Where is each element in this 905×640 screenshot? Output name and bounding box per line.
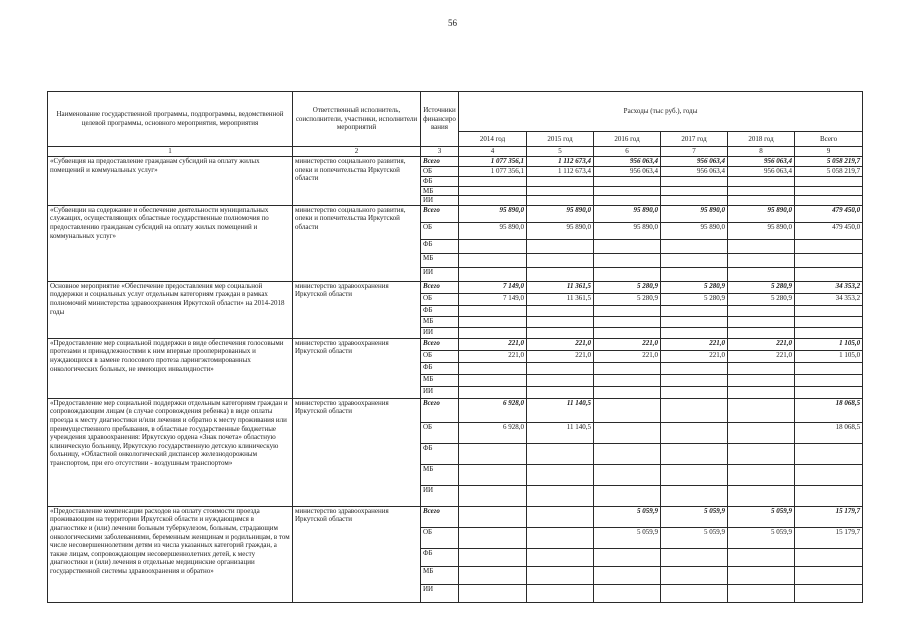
empty-cell bbox=[459, 485, 527, 506]
empty-cell bbox=[594, 316, 661, 327]
empty-cell bbox=[527, 305, 594, 316]
total-value: 5 280,9 bbox=[594, 281, 661, 293]
empty-cell bbox=[661, 186, 728, 196]
regional-budget-value: 6 928,0 bbox=[459, 422, 527, 443]
regional-budget-value: 5 280,9 bbox=[728, 293, 795, 305]
regional-budget-value: 1 112 673,4 bbox=[527, 167, 594, 177]
measure-name: «Предоставление мер социальной поддержки отдельным категориям граждан и сопровождающим лицам (в случае сопровождения ребенка) в виде оплаты проезда к месту диагностики и/или лечения и обратно к месту проживания или преимущественного пребывания, в областные государственные бюджетные учреждения здравоохранения: Иркутскую ордена «Знак почета» областную клиническую больницу, Иркутскую государственную детскую клиническую больницу, «Областной онкологический диспансер железнодорожным транспортом, при его отсутствии - воздушным транспортом» bbox=[48, 398, 293, 506]
empty-cell bbox=[459, 253, 527, 267]
header-year: 2017 год bbox=[661, 132, 728, 147]
empty-cell bbox=[795, 186, 863, 196]
empty-cell bbox=[459, 305, 527, 316]
total-value: 221,0 bbox=[527, 338, 594, 350]
regional-budget-value: 18 068,5 bbox=[795, 422, 863, 443]
regional-budget-value: 95 890,0 bbox=[527, 222, 594, 239]
empty-cell bbox=[661, 485, 728, 506]
empty-cell bbox=[728, 177, 795, 187]
empty-cell bbox=[661, 316, 728, 327]
total-value: 221,0 bbox=[661, 338, 728, 350]
empty-cell bbox=[661, 584, 728, 602]
empty-cell bbox=[594, 374, 661, 386]
empty-cell bbox=[795, 386, 863, 398]
empty-cell bbox=[527, 374, 594, 386]
empty-cell bbox=[527, 362, 594, 374]
total-value: 95 890,0 bbox=[527, 205, 594, 222]
total-value: 18 068,5 bbox=[795, 398, 863, 422]
empty-cell bbox=[527, 186, 594, 196]
empty-cell bbox=[728, 464, 795, 485]
total-value: 95 890,0 bbox=[661, 205, 728, 222]
regional-budget-value: 15 179,7 bbox=[795, 527, 863, 548]
empty-cell bbox=[795, 327, 863, 338]
funding-source: ИИ bbox=[421, 196, 459, 206]
total-value: 15 179,7 bbox=[795, 506, 863, 527]
empty-cell bbox=[594, 253, 661, 267]
empty-cell bbox=[795, 239, 863, 253]
empty-cell bbox=[661, 177, 728, 187]
empty-cell bbox=[728, 374, 795, 386]
total-value: 479 450,0 bbox=[795, 205, 863, 222]
funding-source: ФБ bbox=[421, 548, 459, 566]
empty-cell bbox=[795, 374, 863, 386]
column-number: 9 bbox=[795, 147, 863, 157]
empty-cell bbox=[728, 362, 795, 374]
empty-cell bbox=[527, 566, 594, 584]
funding-source: ИИ bbox=[421, 327, 459, 338]
empty-cell bbox=[795, 443, 863, 464]
total-value: 6 928,0 bbox=[459, 398, 527, 422]
empty-cell bbox=[795, 464, 863, 485]
total-value: 95 890,0 bbox=[594, 205, 661, 222]
empty-cell bbox=[728, 305, 795, 316]
total-value bbox=[661, 398, 728, 422]
header-year: 2014 год bbox=[459, 132, 527, 147]
empty-cell bbox=[594, 386, 661, 398]
empty-cell bbox=[527, 177, 594, 187]
regional-budget-value: 5 059,9 bbox=[728, 527, 795, 548]
funding-source: ФБ bbox=[421, 239, 459, 253]
empty-cell bbox=[795, 253, 863, 267]
regional-budget-value: 221,0 bbox=[594, 350, 661, 362]
funding-source: Всего bbox=[421, 506, 459, 527]
column-number: 7 bbox=[661, 147, 728, 157]
empty-cell bbox=[661, 548, 728, 566]
column-number: 6 bbox=[594, 147, 661, 157]
empty-cell bbox=[661, 566, 728, 584]
regional-budget-value bbox=[527, 527, 594, 548]
empty-cell bbox=[795, 196, 863, 206]
funding-source: МБ bbox=[421, 253, 459, 267]
header-executor: Ответственный исполнитель, соисполнители, участники, исполнители мероприятий bbox=[293, 92, 421, 147]
funding-source: ОБ bbox=[421, 350, 459, 362]
empty-cell bbox=[459, 374, 527, 386]
regional-budget-value bbox=[728, 422, 795, 443]
total-value: 11 361,5 bbox=[527, 281, 594, 293]
empty-cell bbox=[728, 548, 795, 566]
executor: министерство социального развития, опеки и попечительства Иркутской области bbox=[293, 157, 421, 206]
funding-source: МБ bbox=[421, 316, 459, 327]
empty-cell bbox=[661, 362, 728, 374]
funding-source: ОБ bbox=[421, 293, 459, 305]
empty-cell bbox=[527, 316, 594, 327]
regional-budget-value: 221,0 bbox=[661, 350, 728, 362]
empty-cell bbox=[728, 443, 795, 464]
empty-cell bbox=[527, 253, 594, 267]
measure-name: «Предоставление компенсации расходов на оплату стоимости проезда проживающим на территории Иркутской области и нуждающимся в диагностике и (или) лечении больным туберкулезом, больным, страдающим онкологическими заболеваниями, беременным женщинам и родильницам, в том числе несовершеннолетним детям из числа указанных категорий граждан, а также лицам, сопровождающим несовершеннолетних детей, к месту диагностики и (или) лечения в отдельные медицинские организации государственной системы здравоохранения и обратно» bbox=[48, 506, 293, 602]
regional-budget-value: 5 280,9 bbox=[594, 293, 661, 305]
empty-cell bbox=[728, 386, 795, 398]
empty-cell bbox=[795, 316, 863, 327]
empty-cell bbox=[661, 305, 728, 316]
total-value: 5 059,9 bbox=[594, 506, 661, 527]
empty-cell bbox=[527, 584, 594, 602]
total-value: 5 280,9 bbox=[728, 281, 795, 293]
funding-source: ОБ bbox=[421, 167, 459, 177]
funding-source: Всего bbox=[421, 398, 459, 422]
column-number: 4 bbox=[459, 147, 527, 157]
budget-table bbox=[47, 91, 863, 603]
total-value: 5 280,9 bbox=[661, 281, 728, 293]
total-value bbox=[527, 506, 594, 527]
empty-cell bbox=[661, 253, 728, 267]
funding-source: МБ bbox=[421, 374, 459, 386]
executor: министерство здравоохранения Иркутской области bbox=[293, 398, 421, 506]
table-row bbox=[48, 157, 863, 167]
empty-cell bbox=[459, 239, 527, 253]
page-number: 56 bbox=[448, 18, 457, 28]
regional-budget-value: 956 063,4 bbox=[594, 167, 661, 177]
header-total: Всего bbox=[795, 132, 863, 147]
column-number: 1 bbox=[48, 147, 293, 157]
funding-source: ОБ bbox=[421, 527, 459, 548]
empty-cell bbox=[459, 316, 527, 327]
empty-cell bbox=[594, 485, 661, 506]
regional-budget-value: 95 890,0 bbox=[661, 222, 728, 239]
total-value: 221,0 bbox=[728, 338, 795, 350]
empty-cell bbox=[594, 362, 661, 374]
empty-cell bbox=[661, 443, 728, 464]
empty-cell bbox=[527, 443, 594, 464]
empty-cell bbox=[594, 327, 661, 338]
empty-cell bbox=[661, 464, 728, 485]
funding-source: ФБ bbox=[421, 177, 459, 187]
table-row bbox=[48, 398, 863, 422]
funding-source: ИИ bbox=[421, 485, 459, 506]
empty-cell bbox=[594, 177, 661, 187]
column-number: 5 bbox=[527, 147, 594, 157]
empty-cell bbox=[459, 386, 527, 398]
regional-budget-value: 221,0 bbox=[459, 350, 527, 362]
regional-budget-value: 11 361,5 bbox=[527, 293, 594, 305]
empty-cell bbox=[459, 362, 527, 374]
header-year: 2018 год bbox=[728, 132, 795, 147]
empty-cell bbox=[459, 327, 527, 338]
total-value bbox=[459, 506, 527, 527]
funding-source: ФБ bbox=[421, 362, 459, 374]
total-value: 221,0 bbox=[594, 338, 661, 350]
empty-cell bbox=[661, 267, 728, 281]
funding-source: ОБ bbox=[421, 422, 459, 443]
funding-source: Всего bbox=[421, 281, 459, 293]
empty-cell bbox=[594, 305, 661, 316]
executor: министерство здравоохранения Иркутской области bbox=[293, 506, 421, 602]
empty-cell bbox=[728, 485, 795, 506]
funding-source: МБ bbox=[421, 464, 459, 485]
empty-cell bbox=[527, 327, 594, 338]
total-value: 7 149,0 bbox=[459, 281, 527, 293]
funding-source: Всего bbox=[421, 205, 459, 222]
empty-cell bbox=[527, 464, 594, 485]
empty-cell bbox=[594, 196, 661, 206]
empty-cell bbox=[527, 196, 594, 206]
empty-cell bbox=[728, 584, 795, 602]
measure-name: «Субвенция на предоставление гражданам субсидий на оплату жилых помещений и коммунальных услуг» bbox=[48, 157, 293, 206]
empty-cell bbox=[527, 386, 594, 398]
empty-cell bbox=[594, 267, 661, 281]
header-name: Наименование государственной программы, подпрограммы, ведомственной целевой программы, основного мероприятия, мероприятия bbox=[48, 92, 293, 147]
empty-cell bbox=[661, 386, 728, 398]
total-value: 5 059,9 bbox=[661, 506, 728, 527]
funding-source: ФБ bbox=[421, 443, 459, 464]
empty-cell bbox=[795, 584, 863, 602]
regional-budget-value: 7 149,0 bbox=[459, 293, 527, 305]
empty-cell bbox=[728, 566, 795, 584]
regional-budget-value: 221,0 bbox=[527, 350, 594, 362]
empty-cell bbox=[728, 327, 795, 338]
funding-source: ИИ bbox=[421, 386, 459, 398]
regional-budget-value: 1 077 356,1 bbox=[459, 167, 527, 177]
measure-name: «Субвенции на содержание и обеспечение деятельности муниципальных служащих, осуществляющих областные государственные полномочия по предоставлению гражданам субсидий на оплату жилых помещений и коммунальных услуг» bbox=[48, 205, 293, 281]
empty-cell bbox=[728, 267, 795, 281]
total-value bbox=[594, 398, 661, 422]
regional-budget-value: 95 890,0 bbox=[594, 222, 661, 239]
total-value: 95 890,0 bbox=[459, 205, 527, 222]
funding-source: ИИ bbox=[421, 267, 459, 281]
total-value: 1 105,0 bbox=[795, 338, 863, 350]
empty-cell bbox=[795, 485, 863, 506]
empty-cell bbox=[459, 267, 527, 281]
empty-cell bbox=[661, 196, 728, 206]
empty-cell bbox=[459, 566, 527, 584]
total-value: 34 353,2 bbox=[795, 281, 863, 293]
executor: министерство здравоохранения Иркутской области bbox=[293, 281, 421, 338]
header-year: 2015 год bbox=[527, 132, 594, 147]
empty-cell bbox=[594, 584, 661, 602]
funding-source: МБ bbox=[421, 566, 459, 584]
regional-budget-value: 5 059,9 bbox=[661, 527, 728, 548]
empty-cell bbox=[594, 186, 661, 196]
empty-cell bbox=[594, 566, 661, 584]
empty-cell bbox=[527, 485, 594, 506]
empty-cell bbox=[527, 267, 594, 281]
empty-cell bbox=[728, 239, 795, 253]
regional-budget-value bbox=[459, 527, 527, 548]
column-number: 2 bbox=[293, 147, 421, 157]
empty-cell bbox=[661, 327, 728, 338]
regional-budget-value bbox=[661, 422, 728, 443]
regional-budget-value: 479 450,0 bbox=[795, 222, 863, 239]
empty-cell bbox=[795, 177, 863, 187]
empty-cell bbox=[728, 196, 795, 206]
empty-cell bbox=[459, 186, 527, 196]
empty-cell bbox=[795, 362, 863, 374]
regional-budget-value: 95 890,0 bbox=[459, 222, 527, 239]
total-value: 1 112 673,4 bbox=[527, 157, 594, 167]
executor: министерство социального развития, опеки и попечительства Иркутской области bbox=[293, 205, 421, 281]
funding-source: ФБ bbox=[421, 305, 459, 316]
total-value: 221,0 bbox=[459, 338, 527, 350]
total-value: 5 058 219,7 bbox=[795, 157, 863, 167]
empty-cell bbox=[594, 239, 661, 253]
empty-cell bbox=[795, 566, 863, 584]
empty-cell bbox=[459, 464, 527, 485]
empty-cell bbox=[527, 239, 594, 253]
empty-cell bbox=[459, 177, 527, 187]
empty-cell bbox=[594, 443, 661, 464]
empty-cell bbox=[661, 239, 728, 253]
regional-budget-value: 221,0 bbox=[728, 350, 795, 362]
funding-source: Всего bbox=[421, 338, 459, 350]
header-year: 2016 год bbox=[594, 132, 661, 147]
empty-cell bbox=[459, 548, 527, 566]
regional-budget-value bbox=[594, 422, 661, 443]
regional-budget-value: 11 140,5 bbox=[527, 422, 594, 443]
total-value: 11 140,5 bbox=[527, 398, 594, 422]
regional-budget-value: 1 105,0 bbox=[795, 350, 863, 362]
regional-budget-value: 956 063,4 bbox=[728, 167, 795, 177]
empty-cell bbox=[661, 374, 728, 386]
total-value: 956 063,4 bbox=[728, 157, 795, 167]
table-row bbox=[48, 281, 863, 293]
empty-cell bbox=[728, 186, 795, 196]
regional-budget-value: 5 059,9 bbox=[594, 527, 661, 548]
table-body bbox=[48, 157, 863, 603]
empty-cell bbox=[594, 464, 661, 485]
empty-cell bbox=[459, 196, 527, 206]
empty-cell bbox=[527, 548, 594, 566]
total-value: 5 059,9 bbox=[728, 506, 795, 527]
empty-cell bbox=[594, 548, 661, 566]
regional-budget-value: 956 063,4 bbox=[661, 167, 728, 177]
funding-source: Всего bbox=[421, 157, 459, 167]
header-source: Источники финансиро вания bbox=[421, 92, 459, 147]
empty-cell bbox=[459, 584, 527, 602]
funding-source: ИИ bbox=[421, 584, 459, 602]
regional-budget-value: 95 890,0 bbox=[728, 222, 795, 239]
empty-cell bbox=[795, 305, 863, 316]
empty-cell bbox=[795, 548, 863, 566]
funding-source: ОБ bbox=[421, 222, 459, 239]
total-value: 1 077 356,1 bbox=[459, 157, 527, 167]
table-row bbox=[48, 506, 863, 527]
column-number: 3 bbox=[421, 147, 459, 157]
total-value: 956 063,4 bbox=[594, 157, 661, 167]
total-value bbox=[728, 398, 795, 422]
total-value: 956 063,4 bbox=[661, 157, 728, 167]
table-row bbox=[48, 205, 863, 222]
regional-budget-value: 34 353,2 bbox=[795, 293, 863, 305]
header-expenses: Расходы (тыс руб.), годы bbox=[459, 92, 863, 132]
empty-cell bbox=[459, 443, 527, 464]
empty-cell bbox=[728, 253, 795, 267]
executor: министерство здравоохранения Иркутской области bbox=[293, 338, 421, 398]
empty-cell bbox=[795, 267, 863, 281]
measure-name: Основное мероприятие «Обеспечение предоставления мер социальной поддержки и социальных услуг отдельным категориям граждан в рамках полномочий министерства здравоохранения Иркутской области» на 2014-2018 годы bbox=[48, 281, 293, 338]
table-row bbox=[48, 338, 863, 350]
total-value: 95 890,0 bbox=[728, 205, 795, 222]
regional-budget-value: 5 280,9 bbox=[661, 293, 728, 305]
measure-name: «Предоставление мер социальной поддержки в виде обеспечения голосовыми протезами и принадлежностями к ним впервые прооперированных и нуждающихся в замене голосового протеза ларингэктомированных онкологических больных, не имеющих инвалидности» bbox=[48, 338, 293, 398]
empty-cell bbox=[728, 316, 795, 327]
regional-budget-value: 5 058 219,7 bbox=[795, 167, 863, 177]
funding-source: МБ bbox=[421, 186, 459, 196]
column-number: 8 bbox=[728, 147, 795, 157]
